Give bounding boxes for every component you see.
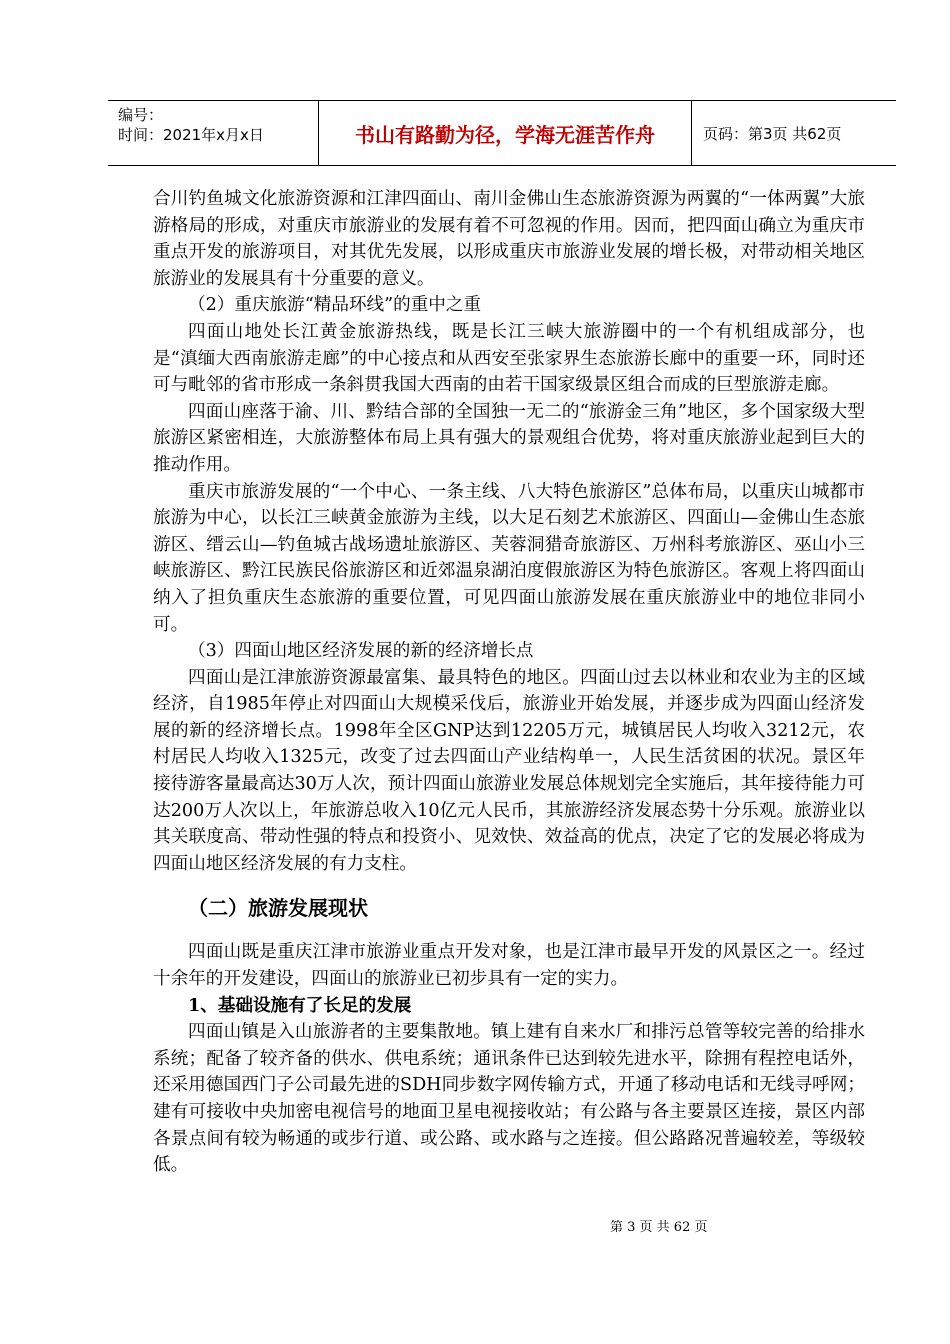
subsection-title: （2）重庆旅游“精品环线”的重中之重 — [188, 295, 482, 316]
section-heading: （二）旅游发展现状 — [188, 896, 368, 921]
paragraph: 四面山是江津旅游资源最富集、最具特色的地区。四面山过去以林业和农业为主的区域经济，自1985年停止对四面山大规模采伐后，旅游业开始发展，并逐步成为四面山经济发展的新的经济增长点。1998年全区GNP达到12205万元，城镇居民人均收入3212元，农村居民人均收入1325元，改变了过去四面山产业结构单一，人民生活贫困的状况。景区年接待游客量最高达30万人次，预计四面山旅游业发展总体规划完全实施后，其年接待能力可达200万人次以上，年旅游总收入10亿元人民币，其旅游经济发展态势十分乐观。旅游业以其关联度高、带动性强的特点和投资小、见效快、效益高的优点，决定了它的发展必将成为四面山地区经济发展的有力支柱。 — [153, 667, 865, 874]
paragraph: 四面山座落于渝、川、黔结合部的全国独一无二的“旅游金三角”地区，多个国家级大型旅游区紧密相连，大旅游整体布局上具有强大的景观组合优势，将对重庆旅游业起到巨大的推动作用。 — [153, 401, 865, 475]
header-meta — [118, 105, 264, 145]
date-label: 时间：2021年x月x日 — [118, 126, 264, 144]
paragraph: 四面山既是重庆江津市旅游业重点开发对象，也是江津市最早开发的风景区之一。经过十余年的开发建设，四面山的旅游业已初步具有一定的实力。 — [153, 942, 865, 990]
page-footer: 第 3 页 共 62 页 — [610, 1220, 708, 1235]
page-header — [108, 100, 896, 166]
document-body — [153, 186, 865, 1179]
paragraph: 四面山镇是入山旅游者的主要集散地。镇上建有自来水厂和排污总管等较完善的给排水系统；配备了较齐备的供水、供电系统；通讯条件已达到较先进水平，除拥有程控电话外，还采用德国西门子公司最先进的SDH同步数字网传输方式，开通了移动电话和无线寻呼网；建有可接收中央加密电视信号的地面卫星电视接收站；有公路与各主要景区连接，景区内部各景点间有较为畅通的或步行道、或公路、或水路与之连接。但公路路况普遍较差，等级较低。 — [153, 1022, 865, 1176]
header-motto: 书山有路勤为径，学海无涯苦作舟 — [318, 101, 692, 165]
paragraph: 合川钓鱼城文化旅游资源和江津四面山、南川金佛山生态旅游资源为两翼的“一体两翼”大旅游格局的形成，对重庆市旅游业的发展有着不可忽视的作用。因而，把四面山确立为重庆市重点开发的旅游项目，对其优先发展，以形成重庆市旅游业发展的增长极，对带动相关地区旅游业的发展具有十分重要的意义。 — [153, 189, 865, 289]
subsection-title: （3）四面山地区经济发展的新的经济增长点 — [188, 641, 534, 662]
paragraph: 四面山地处长江黄金旅游热线，既是长江三峡大旅游圈中的一个有机组成部分，也是“滇缅大西南旅游走廊”的中心接点和从西安至张家界生态旅游长廊中的重要一环，同时还可与毗邻的省市形成一条斜贯我国大西南的由若干国家级景区组合而成的巨型旅游走廊。 — [153, 321, 865, 396]
header-page-info: 页码：第3页 共62页 — [703, 124, 842, 143]
paragraph: 重庆市旅游发展的“一个中心、一条主线、八大特色旅游区”总体布局，以重庆山城都市旅游为中心，以长江三峡黄金旅游为主线，以大足石刻艺术旅游区、四面山—金佛山生态旅游区、缙云山—钓鱼城古战场遗址旅游区、芙蓉洞猎奇旅游区、万州科考旅游区、巫山小三峡旅游区、黔江民族民俗旅游区和近郊温泉湖泊度假旅游区为特色旅游区。客观上将四面山纳入了担负重庆生态旅游的重要位置，可见四面山旅游发展在重庆旅游业中的地位非同小可。 — [153, 481, 865, 635]
bold-subheading: 1、基础设施有了长足的发展 — [188, 994, 412, 1016]
code-label: 编号： — [118, 106, 164, 124]
